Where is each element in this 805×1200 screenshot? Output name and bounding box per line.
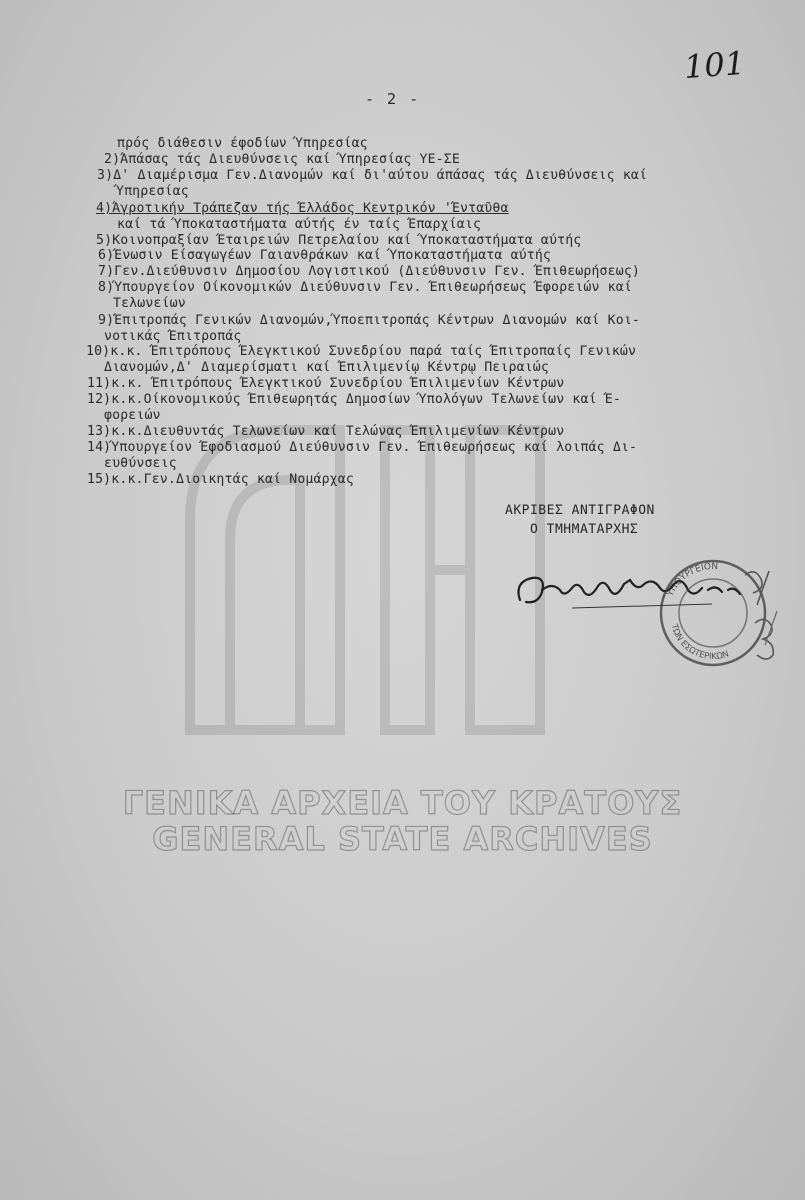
distribution-line: 7)Γεν.Διεύθυνσιν Δημοσίου Λογιστικού (Διεύθυνσιν Γεν. Έπιθεωρήσεως)	[98, 264, 640, 279]
distribution-line: 8)Ύπουργείον Οίκονομικών Διεύθυνσιν Γεν. Έπιθεωρήσεως Έφορειών καί	[98, 280, 632, 295]
stamp-bottom-text: ΤΩΝ ΕΣΩΤΕΡΙΚΩΝ	[668, 623, 731, 663]
distribution-line: 5)Κοινοπραξίαν Έταιρειών Πετρελαίου καί Ύποκαταστήματα αύτής	[96, 233, 582, 248]
distribution-line: 13)κ.κ.Διευθυντάς Τελωνείων καί Τελώνας Έπιλιμενίων Κέντρων	[87, 424, 565, 439]
distribution-line: 10)κ.κ. Έπιτρόπους Έλεγκτικού Συνεδρίου παρά ταίς Έπιτροπαίς Γενικών	[86, 344, 637, 359]
distribution-line: καί τά Ύποκαταστήματα αύτής έν ταίς Έπαρχίαις	[117, 217, 482, 232]
watermark-greek: ΓΕΝΙΚΑ ΑΡΧΕΙΑ ΤΟΥ ΚΡΑΤΟΥΣ	[122, 784, 683, 822]
svg-text:ΤΩΝ ΕΣΩΤΕΡΙΚΩΝ	[669, 622, 731, 662]
distribution-line: πρός διάθεσιν έφοδίων Ύπηρεσίας	[117, 136, 368, 151]
distribution-line: Ύπηρεσίας	[116, 184, 189, 199]
distribution-line: Τελωνείων	[113, 296, 186, 311]
distribution-line: 14)Ύπουργείον Έφοδιασμού Διεύθυνσιν Γεν. Έπιθεωρήσεως καί λοιπάς Δι-	[87, 440, 638, 455]
distribution-line: 4)Άγροτικήν Τράπεζαν τής Έλλάδος Κεντρικόν 'Ένταῦθα	[96, 201, 509, 216]
distribution-line: Διανομών,Δ' Διαμερίσματι καί Έπιλιμενίῳ Κέντρῳ Πειραιώς	[104, 360, 549, 375]
folio-number: 101	[682, 43, 747, 87]
certification-line-2: Ο ΤΜΗΜΑΤΑΡΧΗΣ	[530, 522, 639, 537]
pencil-marks	[735, 565, 795, 665]
distribution-line: νοτικάς Έπιτροπάς	[104, 329, 242, 344]
stamp-top-text: ΥΠΟΥΡΓΕΙΟΝ	[665, 561, 719, 599]
distribution-line: 12)κ.κ.Οίκονομικούς Έπιθεωρητάς Δημοσίων Ύπολόγων Τελωνείων καί Έ-	[87, 392, 621, 407]
distribution-line: 15)κ.κ.Γεν.Διοικητάς καί Νομάρχας	[87, 472, 354, 487]
distribution-line: 2)Άπάσας τάς Διευθύνσεις καί Ύπηρεσίας ΥΕ-ΣΕ	[104, 152, 460, 167]
distribution-line: 6)Ένωσιν Είσαγωγέων Γαιανθράκων καί Ύποκαταστήματα αύτής	[98, 248, 552, 263]
certification-line-1: ΑΚΡΙΒΕΣ ΑΝΤΙΓΡΑΦΟΝ	[505, 503, 655, 518]
distribution-line: 3)Δ' Διαμέρισμα Γεν.Διανομών καί δι'αύτου άπάσας τάς Διευθύνσεις καί	[97, 168, 648, 183]
distribution-line: 11)κ.κ. Έπιτρόπους Έλεγκτικού Συνεδρίου Έπιλιμενίων Κέντρων	[87, 376, 565, 391]
watermark-english: GENERAL STATE ARCHIVES	[152, 820, 653, 858]
page-number: - 2 -	[365, 90, 421, 108]
distribution-line: ευθύνσεις	[104, 456, 177, 471]
distribution-line: φορειών	[104, 408, 161, 423]
distribution-line: 9)Έπιτροπάς Γενικών Διανομών,Ύποεπιτροπάς Κέντρων Διανομών καί Κοι-	[98, 313, 640, 328]
